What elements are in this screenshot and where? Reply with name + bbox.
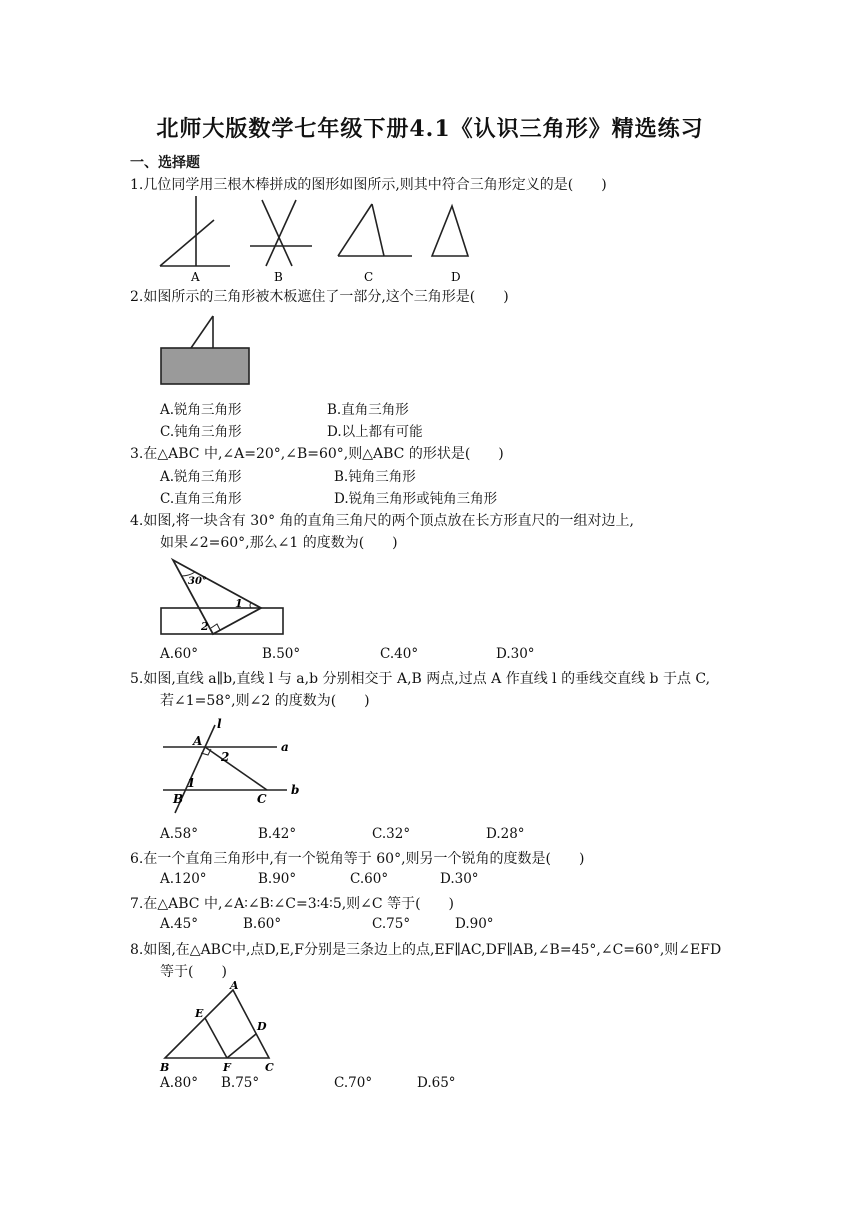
q6-stem: 6.在一个直角三角形中,有一个锐角等于 60°,则另一个锐角的度数是( ) xyxy=(130,851,585,867)
q1-stem: 1.几位同学用三根木棒拼成的图形如图所示,则其中符合三角形定义的是( ) xyxy=(130,177,607,193)
q5-label-b-line: b xyxy=(291,783,300,797)
q4-label-1: 1 xyxy=(235,597,243,610)
q5-option-d: D.28° xyxy=(486,826,525,842)
q1-label-a: A xyxy=(191,270,200,284)
q8-label-f: F xyxy=(223,1061,231,1074)
q3-option-c: C.直角三角形 xyxy=(160,491,242,507)
q2-option-a: A.锐角三角形 xyxy=(160,402,242,418)
q6-option-d: D.30° xyxy=(440,871,479,887)
q5-label-b-point: B xyxy=(173,792,184,806)
q5-option-c: C.32° xyxy=(372,826,411,842)
q7-option-a: A.45° xyxy=(160,916,198,932)
q4-stem-line2: 如果∠2=60°,那么∠1 的度数为( ) xyxy=(160,535,398,551)
q2-option-d: D.以上都有可能 xyxy=(327,424,423,440)
q4-option-c: C.40° xyxy=(380,646,419,662)
q2-option-c: C.钝角三角形 xyxy=(160,424,242,440)
q2-stem: 2.如图所示的三角形被木板遮住了一部分,这个三角形是( ) xyxy=(130,289,509,305)
q7-stem: 7.在△ABC 中,∠A∶∠B∶∠C=3∶4∶5,则∠C 等于( ) xyxy=(130,896,454,912)
q1-label-b: B xyxy=(274,270,283,284)
section-heading: 一、选择题 xyxy=(130,155,200,171)
q1-label-c: C xyxy=(364,270,374,284)
q8-stem-line2: 等于( ) xyxy=(160,964,227,980)
q7-option-c: C.75° xyxy=(372,916,411,932)
q4-label-2: 2 xyxy=(201,620,209,633)
q3-option-a: A.锐角三角形 xyxy=(160,469,242,485)
q8-label-a: A xyxy=(230,979,239,992)
q5-label-a-line: a xyxy=(281,740,289,754)
q7-option-d: D.90° xyxy=(455,916,494,932)
q8-label-b: B xyxy=(160,1061,170,1074)
q4-label-30: 30° xyxy=(188,576,207,587)
q5-option-a: A.58° xyxy=(160,826,198,842)
q5-figure xyxy=(155,715,315,815)
q2-figure xyxy=(155,308,255,390)
q5-stem-line1: 5.如图,直线 a∥b,直线 l 与 a,b 分别相交于 A,B 两点,过点 A 作直线 l 的垂线交直线 b 于点 C, xyxy=(130,671,711,687)
q8-label-d: D xyxy=(257,1020,267,1033)
q1-label-d: D xyxy=(451,270,461,284)
q5-label-c: C xyxy=(257,792,267,806)
q5-label-a-point: A xyxy=(193,734,203,748)
q5-label-1: 1 xyxy=(187,776,196,790)
q8-figure xyxy=(155,978,285,1074)
q8-option-d: D.65° xyxy=(417,1075,456,1091)
q6-option-b: B.90° xyxy=(258,871,297,887)
q8-option-a: A.80° xyxy=(160,1075,198,1091)
q1-figure xyxy=(150,190,490,290)
q6-option-c: C.60° xyxy=(350,871,389,887)
q3-option-d: D.锐角三角形或钝角三角形 xyxy=(334,491,498,507)
q4-stem-line1: 4.如图,将一块含有 30° 角的直角三角尺的两个顶点放在长方形直尺的一组对边上, xyxy=(130,513,634,529)
q4-option-a: A.60° xyxy=(160,646,198,662)
q5-label-l: l xyxy=(217,717,222,731)
q5-option-b: B.42° xyxy=(258,826,297,842)
q4-option-b: B.50° xyxy=(262,646,301,662)
page-title: 北师大版数学七年级下册4.1《认识三角形》精选练习 xyxy=(156,116,704,142)
q8-label-c: C xyxy=(265,1061,274,1074)
q8-label-e: E xyxy=(195,1007,204,1020)
q5-label-2: 2 xyxy=(221,750,230,764)
q3-stem: 3.在△ABC 中,∠A=20°,∠B=60°,则△ABC 的形状是( ) xyxy=(130,446,504,462)
q8-option-b: B.75° xyxy=(221,1075,260,1091)
q3-option-b: B.钝角三角形 xyxy=(334,469,416,485)
q8-option-c: C.70° xyxy=(334,1075,373,1091)
q8-stem-line1: 8.如图,在△ABC中,点D,E,F分别是三条边上的点,EF∥AC,DF∥AB,∠B=45°,∠C=60°,则∠EFD xyxy=(130,942,722,958)
q5-stem-line2: 若∠1=58°,则∠2 的度数为( ) xyxy=(160,693,370,709)
q7-option-b: B.60° xyxy=(243,916,282,932)
q4-option-d: D.30° xyxy=(496,646,535,662)
q6-option-a: A.120° xyxy=(160,871,207,887)
q2-option-b: B.直角三角形 xyxy=(327,402,409,418)
q4-figure xyxy=(155,552,295,642)
